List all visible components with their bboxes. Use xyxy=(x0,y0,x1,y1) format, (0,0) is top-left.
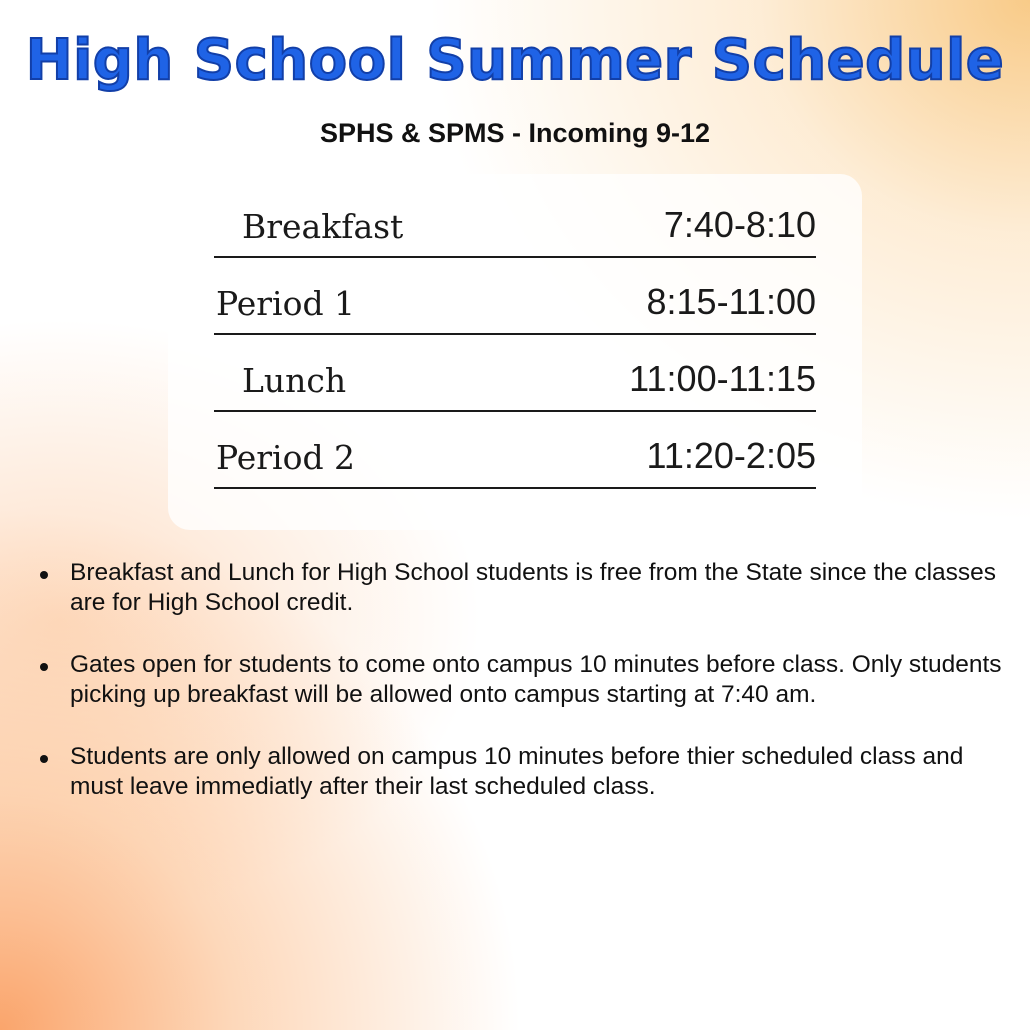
page-subtitle: SPHS & SPMS - Incoming 9-12 xyxy=(319,118,711,148)
schedule-label: Breakfast xyxy=(242,207,404,246)
note-text: Students are only allowed on campus 10 minutes before thier scheduled class and must leave immediatly after their last scheduled class. xyxy=(70,743,964,800)
bullet-icon xyxy=(40,663,48,671)
note-text: Breakfast and Lunch for High School students is free from the State since the classes are for High School credit. xyxy=(70,559,997,616)
bullet-icon xyxy=(40,571,48,579)
notes-list xyxy=(36,558,1016,834)
note-text: Gates open for students to come onto campus 10 minutes before class. Only students picking up breakfast will be allowed onto campus starting at 7:40 am. xyxy=(70,651,1002,708)
schedule-time: 11:00-11:15 xyxy=(629,358,816,399)
bullet-icon xyxy=(40,755,48,763)
schedule-row-breakfast xyxy=(214,182,816,258)
list-item xyxy=(36,558,1016,618)
schedule-label: Period 1 xyxy=(216,284,356,323)
schedule-time: 7:40-8:10 xyxy=(663,204,816,245)
schedule-row-period-1 xyxy=(214,259,816,335)
list-item xyxy=(36,742,1016,802)
schedule-label: Lunch xyxy=(242,361,347,400)
schedule-row-period-2 xyxy=(214,413,816,489)
schedule-row-lunch xyxy=(214,336,816,412)
schedule-time: 11:20-2:05 xyxy=(646,435,816,476)
list-item xyxy=(36,650,1016,710)
page-title: High School Summer Schedule xyxy=(25,28,1005,93)
schedule-label: Period 2 xyxy=(216,438,356,477)
schedule-time: 8:15-11:00 xyxy=(646,281,816,322)
